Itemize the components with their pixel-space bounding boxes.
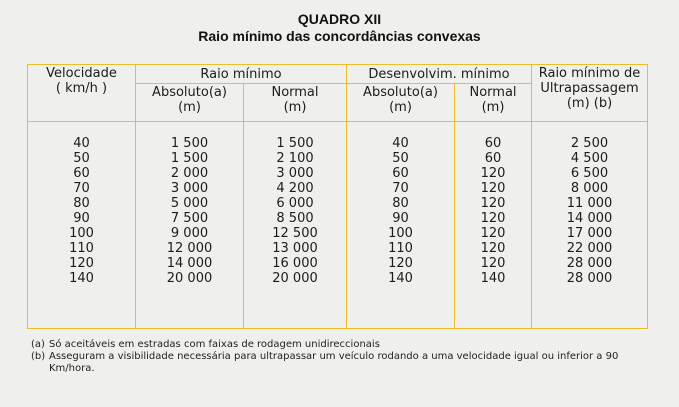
column-desenv-absoluto xyxy=(347,122,455,329)
table-cell: 80 xyxy=(73,196,90,211)
table-cell: 17 000 xyxy=(566,226,613,241)
table-cell: 1 500 xyxy=(170,151,209,166)
table-cell: 4 200 xyxy=(276,181,314,196)
table-cell: 140 xyxy=(388,271,413,286)
table-cell: 110 xyxy=(388,241,413,256)
column-velocidade xyxy=(28,122,136,329)
table-cell: 5 000 xyxy=(170,196,209,211)
table-cell: 100 xyxy=(69,226,94,241)
header-desenv-normal-text: Normal (m) xyxy=(469,85,517,115)
table-cell: 120 xyxy=(480,226,506,241)
table-cell: 12 500 xyxy=(272,226,318,241)
table-cell: 120 xyxy=(480,211,506,226)
table-cell: 2 500 xyxy=(570,136,609,151)
table-cell: 2 000 xyxy=(170,166,209,181)
table-cell: 60 xyxy=(73,166,90,181)
table-cell: 28 000 xyxy=(566,256,613,271)
table-cell: 4 500 xyxy=(570,151,609,166)
header-desenv-normal xyxy=(455,84,532,122)
table-cell: 1 500 xyxy=(170,136,209,151)
header-raio-absoluto-text: Absoluto(a) (m) xyxy=(152,85,227,115)
footnote-a-key: (a) xyxy=(31,339,45,350)
header-velocidade-text: Velocidade ( km/h ) xyxy=(46,66,117,96)
table-cell: 90 xyxy=(392,211,409,226)
table-cell: 140 xyxy=(480,271,506,286)
body-row xyxy=(28,122,648,329)
column-desenv-normal xyxy=(455,122,532,329)
table-cell: 140 xyxy=(69,271,94,286)
table-cell: 50 xyxy=(73,151,90,166)
table-subtitle: Raio mínimo das concordâncias convexas xyxy=(198,28,481,44)
table-cell: 40 xyxy=(73,136,90,151)
table-cell: 100 xyxy=(388,226,413,241)
header-raio-minimo: Raio mínimo xyxy=(136,65,347,84)
table-cell: 70 xyxy=(392,181,409,196)
footnotes xyxy=(31,339,651,375)
table-cell: 28 000 xyxy=(566,271,613,286)
table-cell: 20 000 xyxy=(166,271,213,286)
header-desenv-absoluto xyxy=(347,84,455,122)
table-cell: 11 000 xyxy=(566,196,613,211)
table-cell: 120 xyxy=(480,166,506,181)
table-cell: 16 000 xyxy=(272,256,318,271)
table-cell: 9 000 xyxy=(170,226,209,241)
header-desenvolvimento-minimo: Desenvolvim. mínimo xyxy=(347,65,532,84)
table-cell: 6 500 xyxy=(570,166,609,181)
header-raio-normal xyxy=(244,84,347,122)
footnote-a-text: Só aceitáveis em estradas com faixas de rodagem unidireccionais xyxy=(49,339,380,350)
table-cell: 3 000 xyxy=(170,181,209,196)
table-cell: 2 100 xyxy=(276,151,314,166)
table-cell: 6 000 xyxy=(276,196,314,211)
header-raio-normal-text: Normal (m) xyxy=(271,85,319,115)
table-cell: 22 000 xyxy=(566,241,613,256)
table-cell: 120 xyxy=(480,256,506,271)
table-cell: 120 xyxy=(388,256,413,271)
table-cell: 12 000 xyxy=(166,241,213,256)
header-desenv-absoluto-text: Absoluto(a) (m) xyxy=(363,85,438,115)
table-cell: 90 xyxy=(73,211,90,226)
table-cell: 60 xyxy=(484,136,502,151)
table-cell: 120 xyxy=(480,241,506,256)
table-cell: 13 000 xyxy=(272,241,318,256)
table-cell: 60 xyxy=(392,166,409,181)
footnote-b xyxy=(31,351,651,375)
column-raio-absoluto xyxy=(136,122,244,329)
table-cell: 80 xyxy=(392,196,409,211)
table-cell: 1 500 xyxy=(276,136,314,151)
header-velocidade xyxy=(28,65,136,122)
column-ultrapassagem xyxy=(532,122,648,329)
table-cell: 8 500 xyxy=(276,211,314,226)
table-cell: 14 000 xyxy=(166,256,213,271)
header-raio-absoluto xyxy=(136,84,244,122)
table-cell: 7 500 xyxy=(170,211,209,226)
table-cell: 20 000 xyxy=(272,271,318,286)
footnote-a xyxy=(31,339,651,351)
header-ultrapassagem-text: Raio mínimo de Ultrapassagem (m) (b) xyxy=(538,66,641,111)
table-cell: 50 xyxy=(392,151,409,166)
table-cell: 120 xyxy=(480,196,506,211)
table-cell: 120 xyxy=(69,256,94,271)
table-cell: 8 000 xyxy=(570,181,609,196)
table-cell: 40 xyxy=(392,136,409,151)
table-title: QUADRO XII xyxy=(297,11,382,27)
table-cell: 120 xyxy=(480,181,506,196)
table-cell: 14 000 xyxy=(566,211,613,226)
table-cell: 3 000 xyxy=(276,166,314,181)
header-row-1 xyxy=(28,65,648,84)
column-raio-normal xyxy=(244,122,347,329)
table-cell: 60 xyxy=(484,151,502,166)
header-ultrapassagem xyxy=(532,65,648,122)
table-cell: 70 xyxy=(73,181,90,196)
footnote-b-text: Asseguram a visibilidade necessária para ultrapassar um veículo rodando a uma velocidade igual ou inferior a 90 Km/hora. xyxy=(49,351,619,374)
footnote-b-key: (b) xyxy=(31,351,46,362)
table-cell: 110 xyxy=(69,241,94,256)
data-table xyxy=(27,64,648,329)
